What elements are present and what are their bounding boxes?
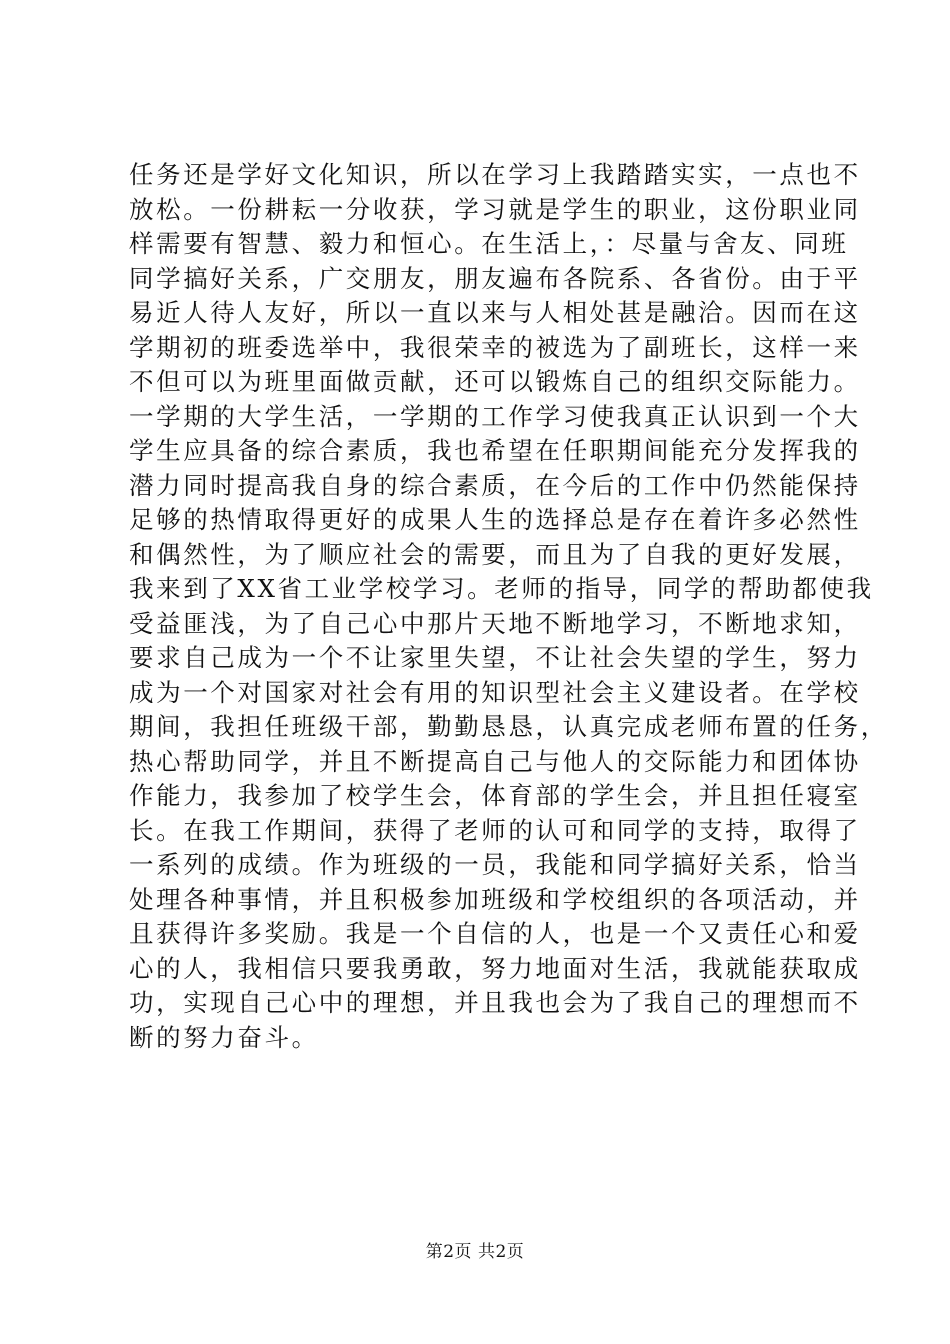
- text-line: 不但可以为班里面做贡献，还可以锻炼自己的组织交际能力。: [129, 367, 861, 396]
- text-line: 足够的热情取得更好的成果人生的选择总是存在着许多必然性: [129, 505, 861, 534]
- text-line: 功，实现自己心中的理想，并且我也会为了我自己的理想而不: [129, 988, 861, 1017]
- text-line: 潜力同时提高我自身的综合素质，在今后的工作中仍然能保持: [129, 470, 861, 500]
- text-line: 我来到了XX省工业学校学习。老师的指导，同学的帮助都使我: [129, 574, 874, 603]
- body-text: [129, 158, 888, 1055]
- text-line: 期间，我担任班级干部，勤勤恳恳，认真完成老师布置的任务，: [129, 712, 888, 741]
- text-line: 长。在我工作期间，获得了老师的认可和同学的支持，取得了: [129, 815, 861, 845]
- page-footer: [0, 1241, 950, 1263]
- text-line: 同学搞好关系，广交朋友，朋友遍布各院系、各省份。由于平: [129, 263, 861, 293]
- text-line: 作能力，我参加了校学生会，体育部的学生会，并且担任寝室: [129, 781, 861, 810]
- text-line: 断的努力奋斗。: [129, 1022, 319, 1052]
- page-number: 第2页 共2页: [425, 1242, 525, 1262]
- text-line: 受益匪浅，为了自己心中那片天地不断地学习，不断地求知，: [129, 608, 861, 638]
- text-line: 学期初的班委选举中，我很荣幸的被选为了副班长，这样一来: [129, 332, 861, 362]
- text-line: 样需要有智慧、毅力和恒心。在生活上，：尽量与舍友、同班: [129, 229, 849, 258]
- text-line: 心的人，我相信只要我勇敢，努力地面对生活，我就能获取成: [129, 953, 861, 983]
- text-line: 放松。一份耕耘一分收获，学习就是学生的职业，这份职业同: [129, 194, 861, 224]
- text-line: 易近人待人友好，所以一直以来与人相处甚是融洽。因而在这: [129, 298, 861, 327]
- text-line: 热心帮助同学，并且不断提高自己与他人的交际能力和团体协: [129, 746, 861, 776]
- text-line: 一学期的大学生活，一学期的工作学习使我真正认识到一个大: [129, 401, 861, 431]
- text-line: 学生应具备的综合素质，我也希望在任职期间能充分发挥我的: [129, 436, 861, 465]
- text-line: 且获得许多奖励。我是一个自信的人，也是一个又责任心和爱: [129, 919, 861, 948]
- text-line: 成为一个对国家对社会有用的知识型社会主义建设者。在学校: [129, 677, 861, 707]
- text-line: 任务还是学好文化知识，所以在学习上我踏踏实实，一点也不: [129, 160, 861, 189]
- text-line: 和偶然性，为了顺应社会的需要，而且为了自我的更好发展，: [129, 539, 861, 569]
- text-line: 一系列的成绩。作为班级的一员，我能和同学搞好关系，恰当: [129, 850, 861, 879]
- text-line: 处理各种事情，并且积极参加班级和学校组织的各项活动，并: [129, 884, 861, 914]
- text-line: 要求自己成为一个不让家里失望，不让社会失望的学生，努力: [129, 643, 861, 672]
